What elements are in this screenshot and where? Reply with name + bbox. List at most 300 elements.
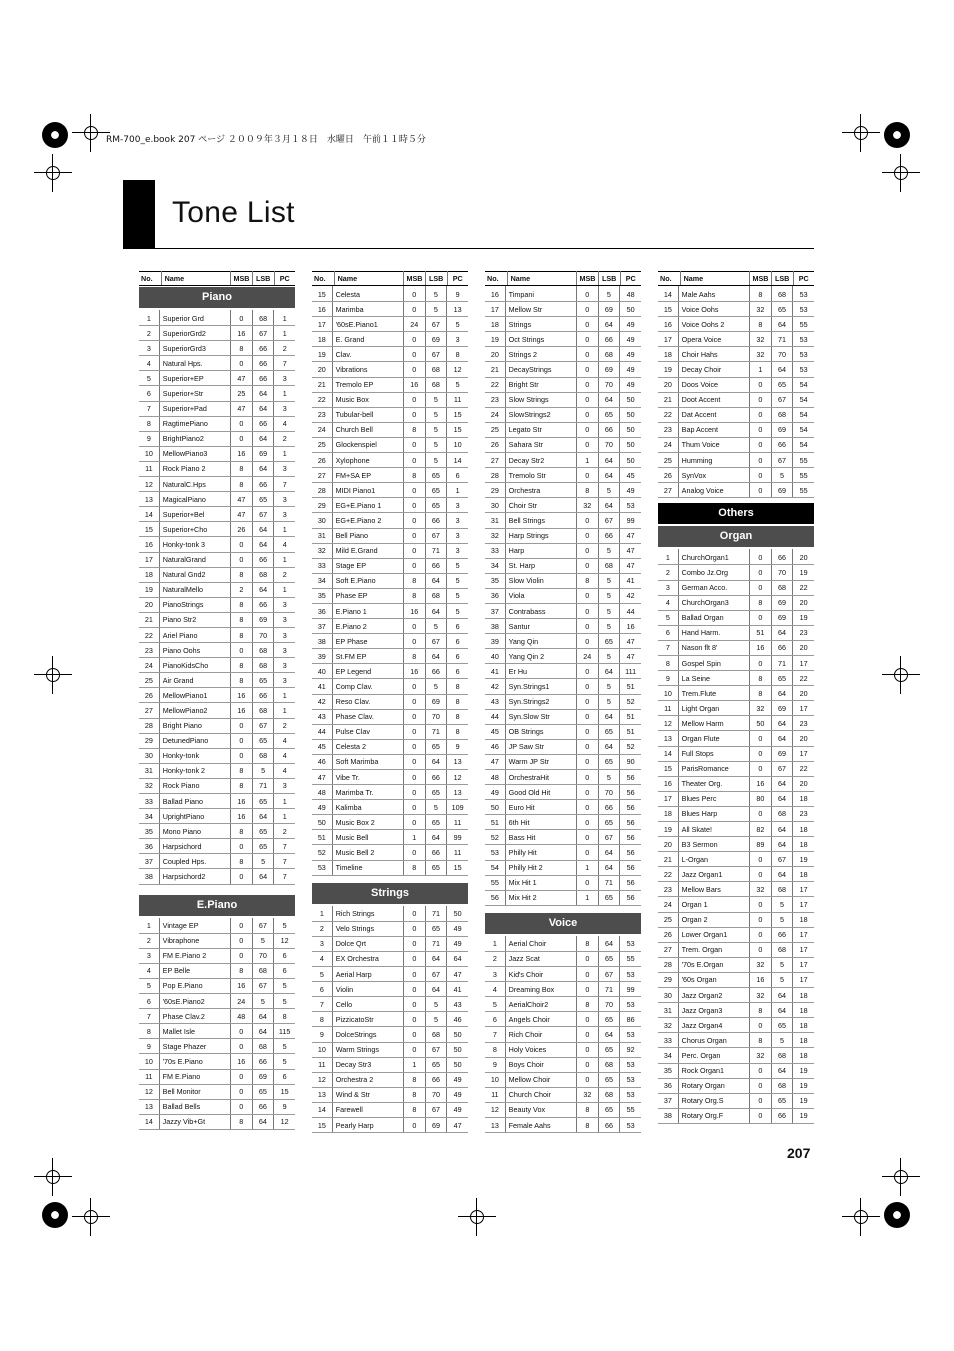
tone-pc: 56	[620, 845, 641, 860]
tone-number: 1	[139, 918, 159, 933]
table-row	[658, 1003, 814, 1018]
tone-pc: 5	[447, 377, 468, 392]
tone-lsb: 5	[598, 649, 620, 664]
table-row	[485, 860, 641, 875]
tone-number: 6	[312, 982, 332, 997]
crosshair-mark-icon	[80, 122, 102, 144]
tone-number: 29	[658, 972, 678, 987]
tone-number: 21	[485, 362, 505, 377]
tone-name: B3 Sermon	[678, 837, 749, 852]
tone-lsb: 67	[252, 326, 274, 341]
tone-pc: 15	[447, 407, 468, 422]
tone-msb: 0	[750, 912, 772, 927]
tone-pc: 1	[274, 703, 295, 718]
table-header	[139, 272, 295, 286]
tone-name: NaturalGrand	[159, 552, 230, 567]
table-row	[139, 854, 295, 869]
tone-msb: 0	[576, 332, 598, 347]
tone-number: 24	[658, 437, 678, 452]
tone-number: 19	[312, 347, 332, 362]
tone-number: 11	[139, 461, 159, 476]
tone-name: Rotary Org.F	[678, 1108, 749, 1123]
tone-lsb: 69	[771, 483, 793, 498]
tone-name: MagicalPiano	[159, 492, 230, 507]
tone-number: 44	[485, 709, 505, 724]
tone-number: 9	[312, 1027, 332, 1042]
tone-pc: 64	[447, 951, 468, 966]
table-row	[485, 679, 641, 694]
table-row	[312, 967, 468, 982]
table-row	[312, 422, 468, 437]
header-pc: PC	[620, 272, 641, 286]
table-row	[485, 967, 641, 982]
tone-lsb: 68	[598, 558, 620, 573]
tone-number: 18	[658, 347, 678, 362]
header-no: No.	[312, 272, 334, 286]
tone-pc: 42	[620, 588, 641, 603]
tone-name: Orchestra	[505, 483, 576, 498]
tone-msb: 0	[576, 603, 598, 618]
tone-number: 23	[139, 643, 159, 658]
tone-pc: 15	[274, 1084, 295, 1099]
tone-name: Music Box	[332, 392, 403, 407]
file-info-header: RM-700_e.book 207 ページ ２００９年３月１８日 水曜日 午前１１時５分	[106, 135, 426, 145]
tone-number: 4	[139, 356, 159, 371]
tone-name: Phase EP	[332, 588, 403, 603]
tone-name: Voice Oohs 2	[678, 317, 749, 332]
tone-pc: 3	[274, 643, 295, 658]
tone-table	[658, 549, 814, 1124]
tone-msb: 0	[576, 800, 598, 815]
tone-msb: 32	[750, 988, 772, 1003]
tone-lsb: 68	[598, 1087, 620, 1102]
tone-number: 34	[485, 558, 505, 573]
tone-msb: 0	[576, 468, 598, 483]
tone-msb: 0	[404, 997, 426, 1012]
tone-msb: 8	[231, 341, 253, 356]
tone-msb: 32	[750, 957, 772, 972]
tone-lsb: 66	[771, 550, 793, 565]
tone-number: 41	[485, 664, 505, 679]
table-row	[485, 528, 641, 543]
tone-pc: 56	[620, 830, 641, 845]
tone-msb: 2	[231, 582, 253, 597]
table-row	[139, 839, 295, 854]
tone-name: Harpsichord	[159, 839, 230, 854]
tone-msb: 0	[750, 468, 772, 483]
tone-number: 24	[658, 897, 678, 912]
tone-number: 24	[485, 407, 505, 422]
tone-lsb: 65	[598, 407, 620, 422]
table-row	[139, 643, 295, 658]
tone-name: Pop E.Piano	[159, 978, 230, 993]
tone-msb: 0	[403, 770, 425, 785]
tone-name: Bell Piano	[332, 528, 403, 543]
tone-pc: 7	[274, 477, 295, 492]
crosshair-mark-icon	[850, 1206, 872, 1228]
column-2	[312, 271, 468, 1133]
table-row	[139, 356, 295, 371]
tone-name: Warm JP Str	[505, 754, 576, 769]
tone-msb: 47	[231, 507, 253, 522]
tone-lsb: 68	[252, 311, 274, 326]
tone-lsb: 5	[425, 800, 447, 815]
tone-lsb: 64	[771, 837, 793, 852]
tone-name: MellowPiano3	[159, 446, 230, 461]
tone-lsb: 68	[771, 1078, 793, 1093]
tone-name: Air Grand	[159, 673, 230, 688]
tone-msb: 0	[404, 906, 426, 921]
table-row	[658, 453, 814, 468]
tone-number: 49	[312, 800, 332, 815]
table-row	[658, 580, 814, 595]
tone-pc: 53	[793, 302, 814, 317]
tone-msb: 32	[577, 1087, 599, 1102]
section-heading-strings: Strings	[312, 883, 468, 904]
tone-name: DolceStrings	[332, 1027, 403, 1042]
tone-msb: 16	[230, 1054, 252, 1069]
table-row	[485, 603, 641, 618]
tone-name: Opera Voice	[678, 332, 749, 347]
tone-pc: 20	[793, 550, 814, 565]
tone-msb: 50	[750, 716, 772, 731]
table-row	[312, 287, 468, 302]
tone-pc: 2	[274, 567, 295, 582]
tone-pc: 49	[620, 483, 641, 498]
tone-name: Phase Clav.2	[159, 1009, 230, 1024]
tone-name: Mono Piano	[159, 824, 230, 839]
tone-number: 7	[658, 640, 678, 655]
tone-msb: 0	[231, 552, 253, 567]
tone-number: 20	[658, 837, 678, 852]
tone-number: 34	[312, 573, 332, 588]
table-row	[485, 332, 641, 347]
tone-number: 28	[139, 718, 159, 733]
tone-lsb: 71	[425, 906, 447, 921]
tone-lsb: 66	[252, 477, 274, 492]
tone-name: Good Old Hit	[505, 785, 576, 800]
tone-lsb: 64	[425, 982, 447, 997]
tone-name: MellowPiano2	[159, 703, 230, 718]
tone-msb: 0	[404, 1027, 426, 1042]
tone-name: Superior+Str	[159, 386, 230, 401]
table-row	[658, 422, 814, 437]
tone-pc: 52	[620, 694, 641, 709]
tone-msb: 16	[231, 446, 253, 461]
tone-pc: 9	[447, 287, 468, 302]
tone-name: Mix Hit 2	[505, 890, 576, 905]
tone-msb: 0	[403, 739, 425, 754]
table-row	[658, 1048, 814, 1063]
tone-lsb: 71	[598, 982, 620, 997]
tone-name: ChurchOrgan3	[678, 595, 749, 610]
tone-lsb: 5	[598, 679, 620, 694]
tone-lsb: 64	[425, 754, 447, 769]
tone-lsb: 68	[252, 703, 274, 718]
tone-number: 6	[139, 386, 159, 401]
table-row	[312, 1057, 468, 1072]
crosshair-mark-icon	[42, 664, 64, 686]
tone-lsb: 68	[771, 882, 793, 897]
tone-name: Female Aahs	[505, 1117, 576, 1132]
tone-lsb: 65	[252, 1084, 274, 1099]
tone-lsb: 67	[425, 528, 447, 543]
tone-pc: 55	[793, 453, 814, 468]
tone-msb: 0	[231, 748, 253, 763]
tone-msb: 0	[750, 483, 772, 498]
tone-lsb: 68	[425, 1027, 447, 1042]
tone-msb: 8	[404, 1087, 426, 1102]
tone-name: EP Belle	[159, 963, 230, 978]
tone-lsb: 69	[771, 610, 793, 625]
table-row	[312, 739, 468, 754]
table-row	[312, 1027, 468, 1042]
tone-number: 23	[485, 392, 505, 407]
tone-lsb: 65	[771, 302, 793, 317]
table-row	[485, 664, 641, 679]
tone-pc: 6	[447, 664, 468, 679]
tone-lsb: 65	[598, 890, 620, 905]
tone-pc: 17	[793, 897, 814, 912]
tone-name: Superior+EP	[159, 371, 230, 386]
tone-name: E.Piano 2	[332, 619, 403, 634]
tone-pc: 20	[793, 776, 814, 791]
tone-lsb: 68	[252, 963, 274, 978]
tone-msb: 8	[231, 627, 253, 642]
tone-name: Bell Strings	[505, 513, 576, 528]
tone-lsb: 65	[252, 673, 274, 688]
table-row	[312, 951, 468, 966]
tone-pc: 50	[447, 1042, 468, 1057]
tone-lsb: 71	[771, 332, 793, 347]
tone-msb: 0	[750, 927, 772, 942]
tone-msb: 0	[576, 845, 598, 860]
tone-pc: 19	[793, 610, 814, 625]
tone-number: 16	[658, 776, 678, 791]
table-row	[312, 558, 468, 573]
tone-pc: 53	[620, 1057, 641, 1072]
tone-number: 36	[139, 839, 159, 854]
tone-msb: 0	[403, 302, 425, 317]
tone-msb: 0	[576, 302, 598, 317]
tone-lsb: 65	[598, 1042, 620, 1057]
tone-table	[312, 286, 468, 876]
tone-number: 22	[658, 867, 678, 882]
tone-number: 43	[485, 694, 505, 709]
tone-msb: 0	[576, 679, 598, 694]
tone-number: 32	[312, 543, 332, 558]
tone-lsb: 70	[598, 997, 620, 1012]
tone-msb: 0	[576, 543, 598, 558]
tone-msb: 0	[231, 356, 253, 371]
tone-msb: 8	[404, 1102, 426, 1117]
tone-msb: 8	[231, 612, 253, 627]
table-row	[485, 875, 641, 890]
tone-name: PizzicatoStr	[332, 1012, 403, 1027]
tone-name: Pulse Clav	[332, 724, 403, 739]
tone-lsb: 66	[425, 513, 447, 528]
tone-msb: 0	[231, 416, 253, 431]
tone-name: La Seine	[678, 671, 749, 686]
table-row	[139, 552, 295, 567]
table-row	[139, 963, 295, 978]
tone-pc: 56	[620, 860, 641, 875]
tone-pc: 50	[620, 453, 641, 468]
table-row	[312, 800, 468, 815]
tone-name: JP Saw Str	[505, 739, 576, 754]
tone-msb: 0	[750, 942, 772, 957]
tone-msb: 26	[231, 522, 253, 537]
crosshair-mark-icon	[850, 122, 872, 144]
tone-lsb: 71	[425, 936, 447, 951]
tone-number: 15	[658, 761, 678, 776]
tone-name: Violin	[332, 982, 403, 997]
table-row	[139, 733, 295, 748]
tone-name: Chorus Organ	[678, 1033, 749, 1048]
tone-name: Aerial Choir	[505, 936, 576, 951]
table-row	[658, 483, 814, 498]
tone-msb: 0	[750, 407, 772, 422]
tone-number: 4	[658, 595, 678, 610]
tone-pc: 12	[274, 1114, 295, 1129]
tone-lsb: 67	[771, 852, 793, 867]
tone-pc: 55	[793, 483, 814, 498]
tone-name: Music Bell 2	[332, 845, 403, 860]
header-lsb: LSB	[425, 272, 447, 286]
tone-pc: 18	[793, 822, 814, 837]
tone-msb: 0	[403, 694, 425, 709]
tone-number: 38	[658, 1108, 678, 1123]
header-pc: PC	[447, 272, 468, 286]
table-row	[658, 671, 814, 686]
tone-msb: 0	[230, 948, 252, 963]
tone-lsb: 5	[425, 679, 447, 694]
tone-msb: 0	[576, 437, 598, 452]
tone-msb: 0	[750, 852, 772, 867]
table-row	[139, 778, 295, 793]
tone-number: 10	[139, 446, 159, 461]
header-name: Name	[334, 272, 404, 286]
tone-name: Trem. Organ	[678, 942, 749, 957]
tone-msb: 0	[404, 1117, 426, 1132]
tone-msb: 8	[403, 588, 425, 603]
tone-pc: 18	[793, 1003, 814, 1018]
crosshair-mark-icon	[890, 162, 912, 184]
table-row	[485, 754, 641, 769]
tone-name: Superior+Bel	[159, 507, 230, 522]
tone-pc: 48	[620, 287, 641, 302]
tone-msb: 0	[403, 543, 425, 558]
crosshair-mark-icon	[890, 1166, 912, 1188]
tone-lsb: 67	[425, 1042, 447, 1057]
tone-pc: 50	[620, 392, 641, 407]
tone-name: Syn.Strings2	[505, 694, 576, 709]
tone-msb: 0	[750, 580, 772, 595]
tone-pc: 18	[793, 1033, 814, 1048]
tone-table	[485, 936, 641, 1133]
tone-name: OB Strings	[505, 724, 576, 739]
table-row	[485, 407, 641, 422]
tone-name: Slow Strings	[505, 392, 576, 407]
tone-pc: 53	[793, 347, 814, 362]
table-row	[485, 1102, 641, 1117]
tone-number: 17	[139, 552, 159, 567]
tone-lsb: 64	[252, 1024, 274, 1039]
tone-lsb: 66	[252, 371, 274, 386]
tone-pc: 6	[274, 948, 295, 963]
tone-pc: 111	[620, 664, 641, 679]
table-row	[658, 625, 814, 640]
tone-msb: 8	[231, 778, 253, 793]
tone-lsb: 64	[598, 739, 620, 754]
tone-msb: 0	[750, 392, 772, 407]
tone-number: 10	[485, 1072, 505, 1087]
tone-name: Honky-tonk	[159, 748, 230, 763]
table-row	[139, 446, 295, 461]
tone-pc: 50	[447, 1057, 468, 1072]
tone-lsb: 70	[252, 948, 274, 963]
table-row	[485, 709, 641, 724]
tone-number: 50	[485, 800, 505, 815]
table-row	[658, 302, 814, 317]
tone-msb: 0	[576, 422, 598, 437]
tone-lsb: 65	[598, 1072, 620, 1087]
tone-lsb: 64	[771, 1063, 793, 1078]
tone-msb: 16	[230, 978, 252, 993]
table-row	[485, 377, 641, 392]
tone-pc: 12	[274, 933, 295, 948]
tone-number: 30	[312, 513, 332, 528]
tone-lsb: 65	[425, 739, 447, 754]
tone-number: 2	[485, 951, 505, 966]
tone-pc: 50	[620, 407, 641, 422]
tone-number: 16	[139, 537, 159, 552]
table-row	[658, 988, 814, 1003]
tone-lsb: 65	[252, 733, 274, 748]
tone-msb: 8	[231, 854, 253, 869]
tone-pc: 49	[447, 1102, 468, 1117]
tone-msb: 0	[576, 513, 598, 528]
tone-msb: 16	[750, 776, 772, 791]
tone-name: Timeline	[332, 860, 403, 875]
tone-lsb: 66	[425, 845, 447, 860]
tone-number: 53	[485, 845, 505, 860]
tone-number: 23	[658, 882, 678, 897]
tone-number: 25	[139, 673, 159, 688]
tone-name: AerialChoir2	[505, 997, 576, 1012]
tone-number: 6	[658, 625, 678, 640]
tone-lsb: 70	[771, 565, 793, 580]
tone-pc: 50	[620, 437, 641, 452]
table-row	[312, 830, 468, 845]
tone-name: Dolce Qrt	[332, 936, 403, 951]
tone-pc: 22	[793, 580, 814, 595]
tone-lsb: 67	[425, 1102, 447, 1117]
tone-number: 7	[139, 1009, 159, 1024]
tone-pc: 17	[793, 746, 814, 761]
table-row	[139, 1039, 295, 1054]
tone-name: Organ 2	[678, 912, 749, 927]
tone-number: 21	[658, 852, 678, 867]
tone-lsb: 67	[252, 918, 274, 933]
tone-number: 1	[312, 906, 332, 921]
table-row	[312, 498, 468, 513]
table-row	[658, 716, 814, 731]
tone-msb: 32	[750, 701, 772, 716]
tone-lsb: 64	[598, 498, 620, 513]
table-row	[658, 377, 814, 392]
tone-number: 19	[658, 822, 678, 837]
